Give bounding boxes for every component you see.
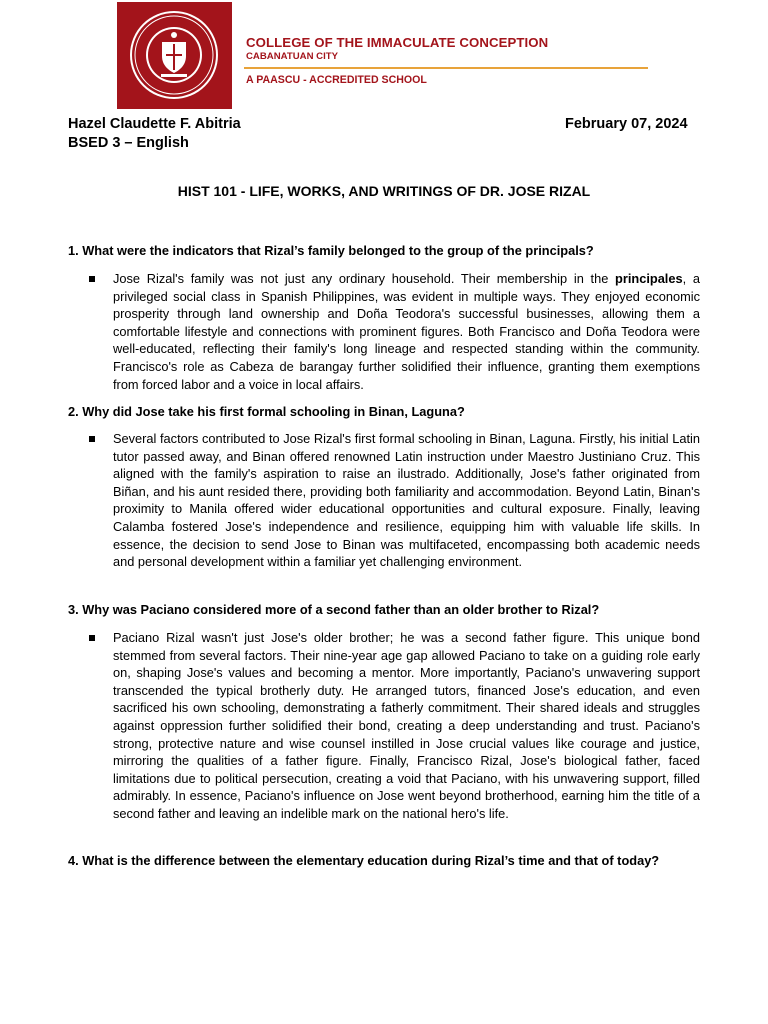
question-4: 4. What is the difference between the elementary education during Rizal’s time and that of today? [68,853,660,868]
student-name: Hazel Claudette F. Abitria [68,116,241,132]
question-3: 3. Why was Paciano considered more of a second father than an older brother to Rizal? [68,602,600,617]
document-date: February 07, 2024 [565,116,688,132]
school-name: COLLEGE OF THE IMMACULATE CONCEPTION [246,35,549,50]
question-1: 1. What were the indicators that Rizal’s family belonged to the group of the principals? [68,243,594,258]
answer-2: Several factors contributed to Jose Rizal's first formal schooling in Binan, Laguna. Firstly, his initial Latin tutor passed away, and Binan offered renowned Latin instruction under Maestro Justiniano Cruz. This aligned with the family's aspiration to raise an ilustrado. Additionally, Jose's father originated from Biñan, and his aunt resided there, providing both familiarity and accommodation. Beyond Latin, Binan's proximity to Manila offered wider educational opportunities and cultural exposure. Finally, leaving Calamba fostered Jose's independence and resilience, equipping him with valuable life skills. In essence, the decision to send Jose to Binan was multifaceted, encompassing both academic needs and personal development within a familiar yet challenging environment. [113,431,700,570]
college-seal-icon [117,2,232,109]
answer-1-emphasis: principales [615,271,683,286]
bullet-icon [89,436,95,442]
bullet-icon [89,635,95,641]
question-2: 2. Why did Jose take his first formal schooling in Binan, Laguna? [68,404,465,419]
course-title: HIST 101 - LIFE, WORKS, AND WRITINGS OF DR. JOSE RIZAL [177,183,591,199]
header-divider [244,67,648,69]
answer-1 [113,270,700,393]
accreditation-label: A PAASCU - ACCREDITED SCHOOL [246,74,427,86]
answer-1-text: Jose Rizal's family was not just any ordinary household. Their membership in the [113,271,616,286]
school-city: CABANATUAN CITY [246,51,339,62]
bullet-icon [89,276,95,282]
student-section: BSED 3 – English [68,135,189,151]
answer-3: Paciano Rizal wasn't just Jose's older brother; he was a second father figure. This unique bond stemmed from several factors. Their nine-year age gap allowed Paciano to take on a guiding role early on, shaping Jose's values and becoming a mentor. More importantly, Paciano's unwavering support transcended the typical brotherly duty. He arranged tutors, financed Jose's education, and even sacrificed his own schooling, demonstrating a fatherly commitment. Their shared ideals and struggles against oppression further solidified their bond, creating a deep understanding and trust. Paciano's strong, protective nature and wise counsel instilled in Jose crucial values like courage and justice, mirroring the qualities of a father figure. Finally, Francisco Rizal, Jose's biological father, faced limitations due to political persecution, creating a void that Paciano, with his unwavering support, filled admirably. In essence, Paciano's influence on Jose went beyond brotherhood, earning him the title of a second father and leaving an indelible mark on the national hero's life. [113,630,700,821]
answer-1-text-end: , a privileged social class in Spanish Philippines, was evident in multiple ways. They enjoyed economic prosperity through land ownership and Doña Teodora's successful businesses, allowing them a comfortable lifestyle and connections with prominent figures. Both Francisco and Doña Teodora were well-educated, reflecting their family's long lineage and respected standing within the community. Francisco's role as Cabeza de barangay further solidified their influence, granting them exemptions from forced labor and a voice in local affairs. [113,271,700,392]
